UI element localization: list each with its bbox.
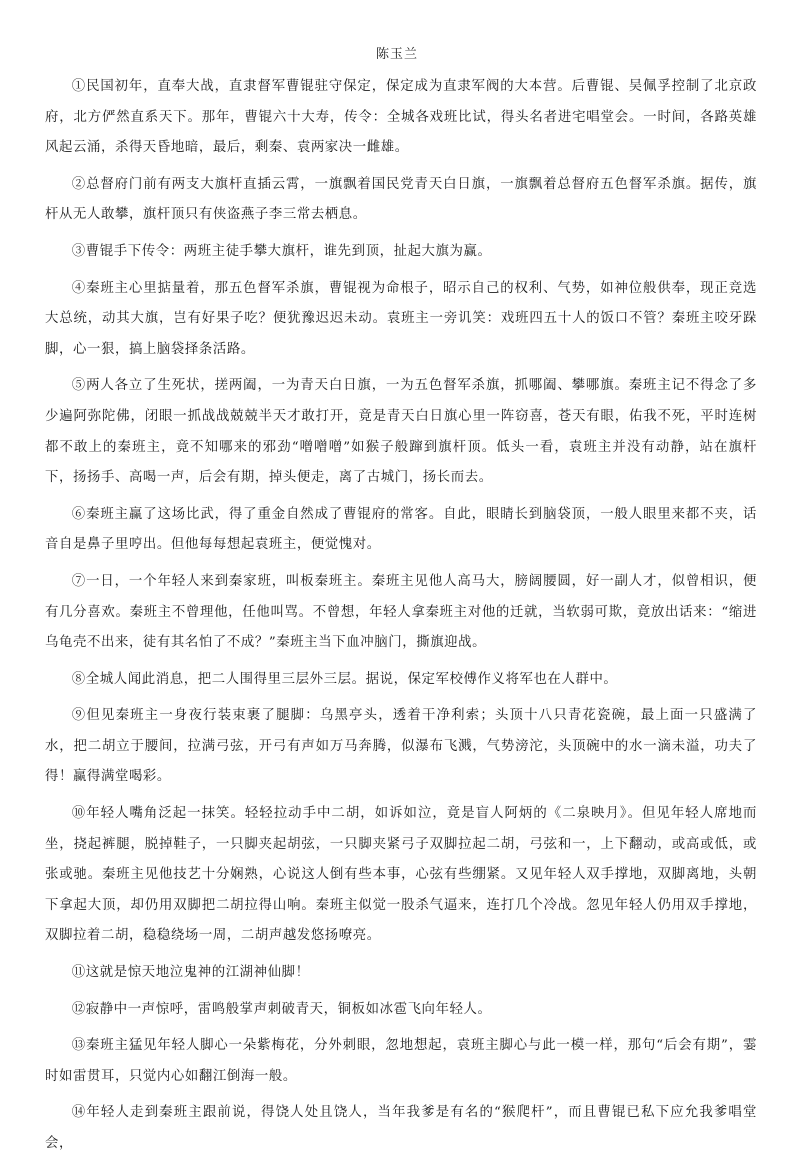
paragraph-14: ⑭年轻人走到秦班主跟前说，得饶人处且饶人，当年我爹是有名的“猴爬杆”，而且曹锟已私下应允我爹唱堂会， [45, 1105, 757, 1151]
paragraph-2: ②总督府门前有两支大旗杆直插云霄，一旗飘着国民党青天白日旗，一旗飘着总督府五色督军杀旗。据传，旗杆从无人敢攀，旗杆顶只有侠盗燕子李三常去栖息。 [45, 176, 757, 223]
paragraph-8: ⑧全城人闻此消息，把二人围得里三层外三层。据说，保定军校傅作义将军也在人群中。 [71, 671, 618, 687]
paragraph-6: ⑥秦班主赢了这场比武，得了重金自然成了曹锟府的常客。自此，眼睛长到脑袋顶，一般人眼里来都不夹，话音自是鼻子里哼出。但他每每想起袁班主，便觉愧对。 [45, 506, 757, 553]
story-body [45, 72, 757, 1166]
paragraph-11: ⑪这就是惊天地泣鬼神的江湖神仙脚！ [71, 965, 310, 981]
paragraph-12: ⑫寂静中一声惊呼，雷鸣般掌声刺破青天，铜板如冰雹飞向年轻人。 [71, 1001, 492, 1017]
paragraph-5: ⑤两人各立了生死状，搓两阖，一为青天白日旗，一为五色督军杀旗，抓哪阖、攀哪旗。秦班主记不得念了多少遍阿弥陀佛，闭眼一抓战战兢兢半天才敢打开，竟是青天白日旗心里一阵窃喜，苍天有眼，佑我不死，平时连树都不敢上的秦班主，竟不知哪来的邪劲“噌噌噌”如猴子般蹿到旗杆顶。低头一看，袁班主并没有动静，站在旗杆下，扬扬手、高喝一声，后会有期，掉头便走，离了古城门，扬长而去。 [45, 378, 757, 486]
paragraph-1: ①民国初年，直奉大战，直隶督军曹锟驻守保定，保定成为直隶军阀的大本营。后曹锟、吴佩孚控制了北京政府，北方俨然直系天下。那年，曹锟六十大寿，传令：全城各戏班比试，得头名者进宅唱堂会。一时间，各路英雄风起云涌，杀得天昏地暗，最后，剩秦、袁两家决一雌雄。 [45, 79, 757, 156]
paragraph-3: ③曹锟手下传令：两班主徒手攀大旗杆，谁先到顶，扯起大旗为赢。 [71, 243, 492, 259]
author-name: 陈玉兰 [375, 47, 418, 62]
paragraph-10: ⑩年轻人嘴角泛起一抹笑。轻轻拉动手中二胡，如诉如泣，竟是盲人阿炳的《二泉映月》。但见年轻人席地而坐，挠起裤腿，脱掉鞋子，一只脚夹起胡弦，一只脚夹紧弓子双脚拉起二胡，弓弦和一，上下翻动，或高或低，或张或驰。秦班主见他技艺十分娴熟，心说这人倒有些本事，心弦有些绷紧。又见年轻人双手撑地，双脚离地，头朝下拿起大顶，却仍用双脚把二胡拉得山响。秦班主似觉一股杀气逼来，连打几个冷战。忽见年轻人仍用双手撑地，双脚拉着二胡，稳稳绕场一周，二胡声越发悠扬嘹亮。 [45, 806, 757, 944]
paragraph-7: ⑦一日，一个年轻人来到秦家班，叫板秦班主。秦班主见他人高马大，膀阔腰圆，好一副人才，似曾相识，便有几分喜欢。秦班主不曾理他，任他叫骂。不曾想，年轻人拿秦班主对他的迁就，当软弱可欺，竟放出话来：“缩进乌龟壳不出来，徒有其名怕了不成？”秦班主当下血冲脑门，撕旗迎战。 [45, 573, 757, 651]
paragraph-13: ⑬秦班主猛见年轻人脚心一朵紫梅花，分外刺眼，忽地想起，袁班主脚心与此一模一样，那句“后会有期”，霎时如雷贯耳，只觉内心如翻江倒海一般。 [45, 1038, 757, 1084]
paragraph-4: ④秦班主心里掂量着，那五色督军杀旗，曹锟视为命根子，昭示自己的权利、气势，如神位般供奉，现正竞选大总统，动其大旗，岂有好果子吃？便犹豫迟迟未动。袁班主一旁讥笑：戏班四五十人的饭口不管？秦班主咬牙跺脚，心一狠，搞上脑袋择条活路。 [45, 280, 757, 357]
paragraph-9: ⑨但见秦班主一身夜行装束裹了腿脚：乌黑亭头，透着干净利索；头顶十八只青花瓷碗，最上面一只盛满了水，把二胡立于腰间，拉满弓弦，开弓有声如万马奔腾，似瀑布飞溅，气势滂沱，头顶碗中的水一滴未溢，功夫了得！赢得满堂喝彩。 [45, 708, 757, 785]
